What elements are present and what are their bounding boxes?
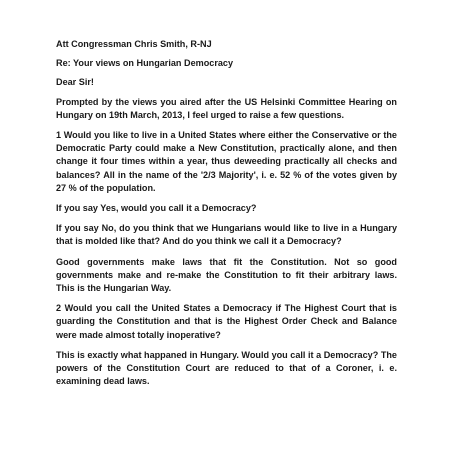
paragraph-question-2: 2 Would you call the United States a Democracy if The Highest Court that is guarding the Constitution and that is the Highest Order Check and Balance were made almost totally inoperative? xyxy=(56,303,397,340)
paragraph-intro: Prompted by the views you aired after the US Helsinki Committee Hearing on Hungary on 19th March, 2013, I feel urged to raise a few questions. xyxy=(56,96,397,120)
paragraph-good-governments: Good governments make laws that fit the Constitution. Not so good governments make and re-make the Constitution to fit their arbitrary laws. This is the Hungarian Way. xyxy=(56,256,397,294)
salutation: Dear Sir! xyxy=(56,77,94,88)
subject-line: Re: Your views on Hungarian Democracy xyxy=(56,58,234,69)
addressee-line: Att Congressman Chris Smith, R-NJ xyxy=(56,39,212,49)
paragraph-question-1: 1 Would you like to live in a United States where either the Conservative or the Democratic Party could make a New Constitution, practically alone, and then change it four times within a year, thus deweeding practically all checks and balances? All in the name of the '2/3 Majority', i. e. 52 % of the votes given by 27 % of the population. xyxy=(56,130,397,193)
paragraph-if-yes: If you say Yes, would you call it a Democracy? xyxy=(56,203,257,214)
paragraph-what-happened: This is exactly what happaned in Hungary. Would you call it a Democracy? The powers of the Constitution Court are reduced to that of a Coroner, i. e. examining dead laws. xyxy=(56,349,397,387)
paragraph-if-no: If you say No, do you think that we Hungarians would like to live in a Hungary that is molded like that? And do you think we call it a Democracy? xyxy=(56,223,397,247)
